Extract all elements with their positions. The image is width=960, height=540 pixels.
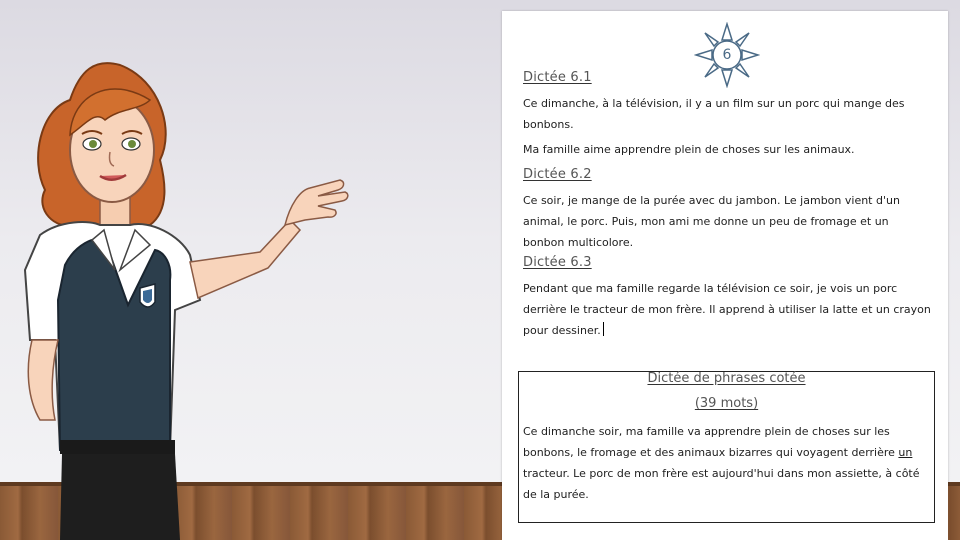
section-title: Dictée 6.1: [523, 70, 592, 85]
section-paragraph: Ce soir, je mange de la purée avec du jambon. Le jambon vient d'un animal, le porc. Puis, mon ami me donne un peu de fromage et un bonbon multicolore.: [523, 194, 900, 249]
text-cursor: [603, 322, 605, 336]
section-title: Dictée 6.2: [523, 167, 592, 182]
dictee-section-6-1: [523, 70, 933, 164]
section-paragraph: Ce dimanche, à la télévision, il y a un film sur un porc qui mange des bonbons.: [523, 97, 905, 131]
section-paragraph: Ma famille aime apprendre plein de choses sur les animaux.: [523, 143, 855, 156]
graded-dictation-title: Dictée de phrases cotée: [647, 371, 806, 386]
dictee-section-6-2: [523, 167, 933, 257]
graded-dictation-word-count: (39 mots): [694, 396, 759, 411]
graded-dictation-text: Ce dimanche soir, ma famille va apprendre plein de choses sur les bonbons, le fromage et des animaux bizarres qui voyagent derrière un tracteur. Le porc de mon frère est aujourd'hui dans mon assiette, à côté de la purée.: [523, 425, 920, 501]
section-title: Dictée 6.3: [523, 255, 592, 270]
dictee-section-6-3: [523, 255, 933, 345]
teacher-illustration: [0, 40, 360, 540]
underlined-word: un: [898, 446, 913, 459]
badge-number: 6: [722, 47, 732, 63]
section-paragraph: Pendant que ma famille regarde la télévision ce soir, je vois un porc derrière le tracteur de mon frère. Il apprend à utiliser la latte et un crayon pour dessiner.: [523, 282, 931, 337]
